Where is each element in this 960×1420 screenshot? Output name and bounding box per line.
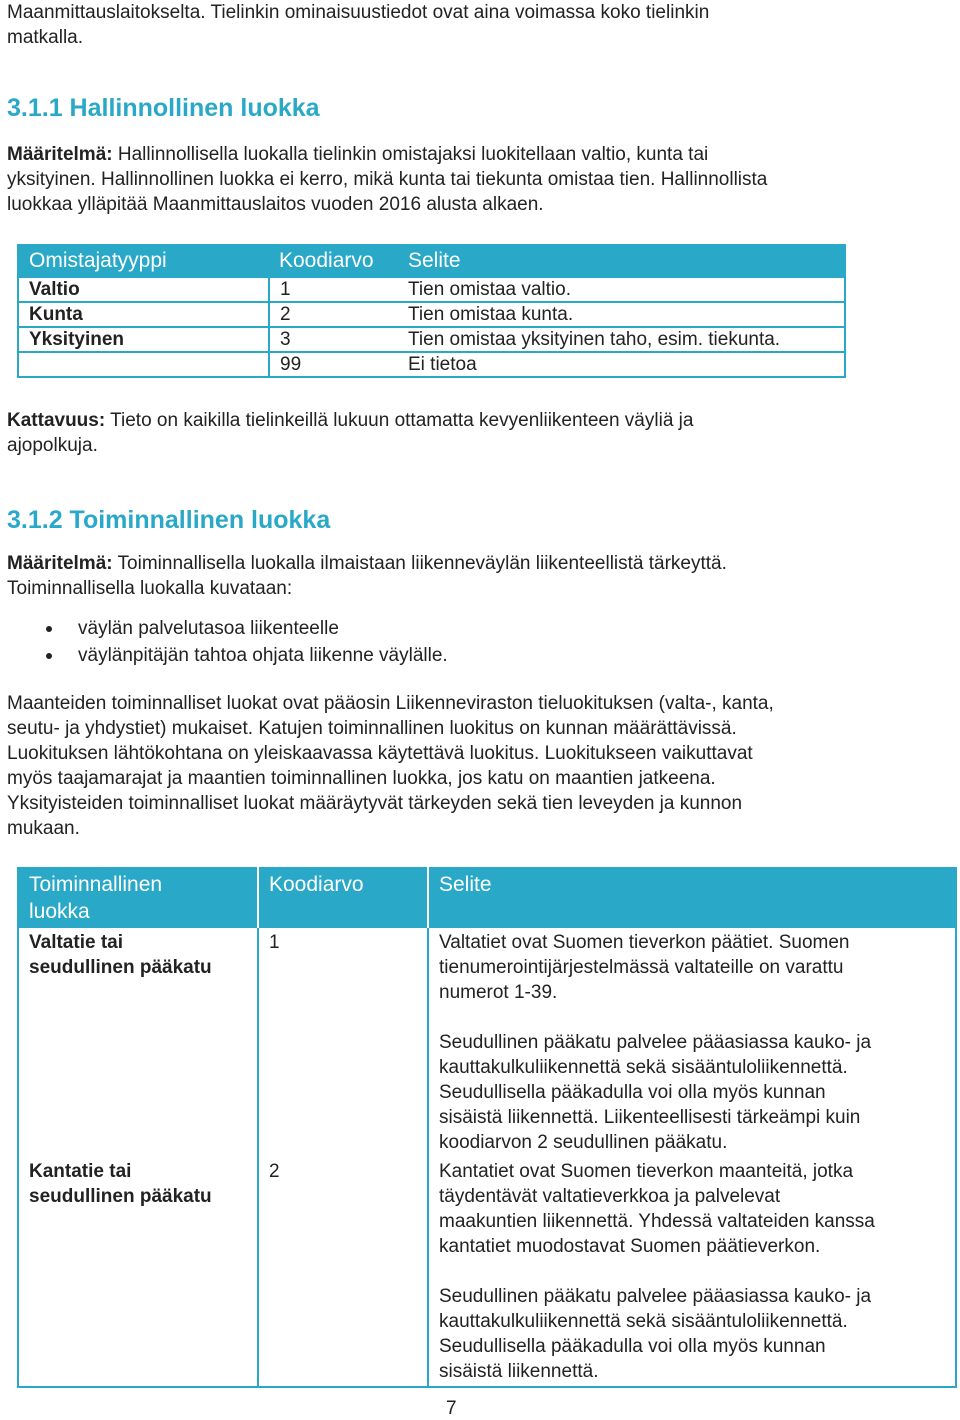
paragraph-line: seutu- ja yhdystiet) mukaiset. Katujen toiminnallinen luokitus on kunnan määrättävissä.	[7, 718, 737, 739]
cell-line: Seudullisella pääkadulla voi olla myös kunnan	[439, 1336, 826, 1357]
table-cell	[18, 1157, 258, 1387]
cell-line: sisäistä liikennettä. Liikenteellisesti tärkeämpi kuin	[439, 1107, 861, 1128]
coverage-text: Tieto on kaikilla tielinkeillä lukuun ottamatta kevyenliikenteen väyliä ja	[105, 410, 694, 431]
paragraph-line: mukaan.	[7, 818, 80, 839]
paragraph-gap	[439, 1005, 945, 1030]
table-cell: 2	[258, 1157, 428, 1387]
page-number: 7	[446, 1398, 457, 1419]
definition-text: Toiminnallisella luokalla kuvataan:	[7, 578, 293, 599]
column-header: Selite	[398, 245, 845, 277]
cell-line: seudullinen pääkatu	[29, 1186, 212, 1207]
bullet-icon	[46, 653, 52, 659]
cell-line: numerot 1-39.	[439, 982, 558, 1003]
table-row	[18, 327, 845, 352]
table-cell: Ei tietoa	[398, 352, 845, 377]
cell-line: maakuntien liikennettä. Yhdessä valtateiden kanssa	[439, 1211, 875, 1232]
table-cell: 1	[269, 277, 398, 302]
table-cell: Yksityinen	[18, 327, 269, 352]
cell-line: koodiarvon 2 seudullinen pääkatu.	[439, 1132, 728, 1153]
list-item	[7, 615, 448, 642]
intro-line: matkalla.	[7, 27, 84, 48]
cell-line: Valtatie tai	[29, 932, 123, 953]
table-cell: 1	[258, 928, 428, 1157]
document-page	[7, 0, 952, 1382]
table-header-row	[18, 868, 956, 928]
classification-paragraph	[7, 691, 947, 841]
column-header-line: luokka	[29, 900, 90, 923]
definition-label: Määritelmä:	[7, 553, 113, 574]
definition-text: luokkaa ylläpitää Maanmittauslaitos vuoden 2016 alusta alkaen.	[7, 194, 544, 215]
coverage-label: Kattavuus:	[7, 410, 106, 431]
definition-text: Toiminnallisella luokalla ilmaistaan liikenneväylän liikenteellistä tärkeyttä.	[112, 553, 727, 574]
table-cell: Kunta	[18, 302, 269, 327]
definition-text: yksityinen. Hallinnollinen luokka ei kerro, mikä kunta tai tiekunta omistaa tien. Hallinnollista	[7, 169, 768, 190]
column-header: Omistajatyyppi	[18, 245, 269, 277]
column-header	[258, 868, 428, 928]
toiminnallinen-luokka-table	[17, 867, 957, 1388]
cell-line: Seudullinen pääkatu palvelee pääasiassa kauko- ja	[439, 1286, 872, 1307]
section-heading-toiminnallinen: 3.1.2 Toiminnallinen luokka	[7, 506, 331, 534]
list-item	[7, 642, 448, 669]
table-cell	[18, 352, 269, 377]
cell-line: Seudullisella pääkadulla voi olla myös kunnan	[439, 1082, 826, 1103]
paragraph-gap	[439, 1259, 945, 1284]
cell-line: kauttakulkuliikennettä sekä sisääntuloliikennettä.	[439, 1057, 848, 1078]
table-cell: Tien omistaa valtio.	[398, 277, 845, 302]
column-header	[428, 868, 956, 928]
table-header-row	[18, 245, 845, 277]
cell-line: sisäistä liikennettä.	[439, 1361, 599, 1382]
omistajatyyppi-table	[17, 244, 846, 378]
definition-paragraph-2	[7, 551, 937, 601]
coverage-text: ajopolkuja.	[7, 435, 98, 456]
table-row	[18, 928, 956, 1157]
definition-text: Hallinnollisella luokalla tielinkin omistajaksi luokitellaan valtio, kunta tai	[112, 144, 709, 165]
table-cell: 2	[269, 302, 398, 327]
column-header-line: Toiminnallinen	[29, 873, 163, 896]
paragraph-line: myös taajamarajat ja maantien toiminnallinen luokka, jos katu on maantien jatkeena.	[7, 768, 716, 789]
intro-paragraph	[7, 0, 952, 50]
table-row	[18, 277, 845, 302]
cell-line: seudullinen pääkatu	[29, 957, 212, 978]
table-cell: Tien omistaa kunta.	[398, 302, 845, 327]
table-cell: 3	[269, 327, 398, 352]
table-cell: Tien omistaa yksityinen taho, esim. tiekunta.	[398, 327, 845, 352]
column-header-line: Selite	[439, 873, 492, 896]
column-header	[18, 868, 258, 928]
table-row	[18, 302, 845, 327]
table-row	[18, 352, 845, 377]
list-item-text: väylänpitäjän tahtoa ohjata liikenne väylälle.	[78, 645, 448, 666]
cell-line: tienumerointijärjestelmässä valtateille on varattu	[439, 957, 844, 978]
cell-line: kantatiet muodostavat Suomen päätieverkon.	[439, 1236, 821, 1257]
table-row	[18, 1157, 956, 1387]
bullet-icon	[46, 626, 52, 632]
paragraph-line: Maanteiden toiminnalliset luokat ovat pääosin Liikenneviraston tieluokituksen (valta-, kanta,	[7, 693, 774, 714]
definition-paragraph-1	[7, 142, 937, 217]
column-header-line: Koodiarvo	[269, 873, 364, 896]
cell-line: täydentävät valtatieverkkoa ja palvelevat	[439, 1186, 781, 1207]
cell-line: Seudullinen pääkatu palvelee pääasiassa kauko- ja	[439, 1032, 872, 1053]
table-cell	[428, 928, 956, 1157]
table-cell	[428, 1157, 956, 1387]
table-cell: 99	[269, 352, 398, 377]
table-cell: Valtio	[18, 277, 269, 302]
intro-line: Maanmittauslaitokselta. Tielinkin ominaisuustiedot ovat aina voimassa koko tielinkin	[7, 2, 710, 23]
section-heading-hallinnollinen: 3.1.1 Hallinnollinen luokka	[7, 94, 320, 122]
paragraph-line: Yksityisteiden toiminnalliset luokat määräytyvät tärkeyden sekä tien leveyden ja kunnon	[7, 793, 743, 814]
table-cell	[18, 928, 258, 1157]
list-item-text: väylän palvelutasoa liikenteelle	[78, 618, 339, 639]
cell-line: Kantatiet ovat Suomen tieverkon maanteitä, jotka	[439, 1161, 854, 1182]
cell-line: Kantatie tai	[29, 1161, 132, 1182]
bullet-list	[7, 615, 448, 669]
definition-label: Määritelmä:	[7, 144, 113, 165]
cell-line: kauttakulkuliikennettä sekä sisääntuloliikennettä.	[439, 1311, 848, 1332]
coverage-paragraph	[7, 408, 937, 458]
column-header: Koodiarvo	[269, 245, 398, 277]
paragraph-line: Luokituksen lähtökohtana on yleiskaavassa käytettävä luokitus. Luokitukseen vaikuttavat	[7, 743, 753, 764]
cell-line: Valtatiet ovat Suomen tieverkon päätiet. Suomen	[439, 932, 850, 953]
